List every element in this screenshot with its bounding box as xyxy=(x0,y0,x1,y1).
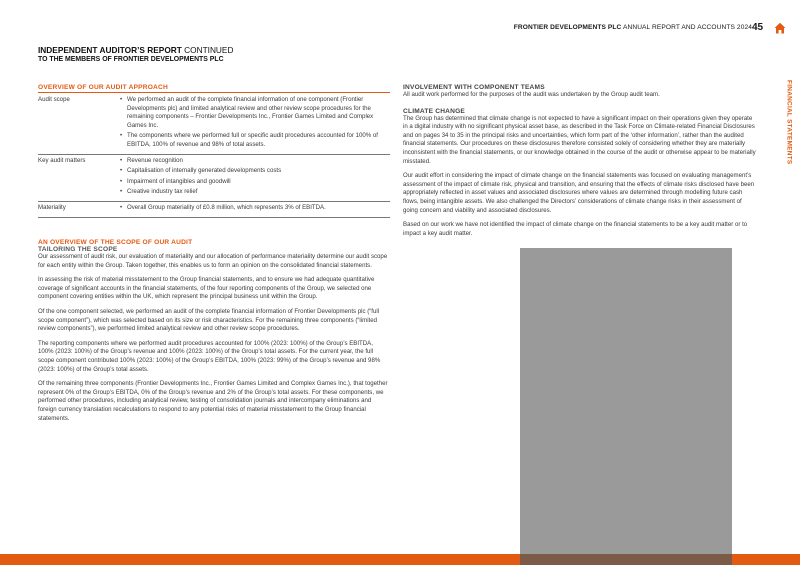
home-icon[interactable] xyxy=(774,22,786,34)
section-tab-label: FINANCIAL STATEMENTS xyxy=(785,80,793,165)
list-item: • Impairment of intangibles and goodwill xyxy=(118,178,390,187)
scope-paragraph: Our assessment of audit risk, our evaluation of materiality and our allocation of performance materiality determine our audit scope for each entity within the Group. Taken together, this enables us to form an opinion on the consolidated financial statements. xyxy=(38,253,388,269)
list-item: • Capitalisation of internally generated developments costs xyxy=(118,167,390,176)
scope-paragraph: Of the one component selected, we performed an audit of the complete financial information of Frontier Developments plc (“full scope component”), which was selected based on its size or risk characteristics. For the remaining three components (“limited review components”), we performed limited analytical review and other review scope procedures. xyxy=(38,307,380,333)
list-item: • We performed an audit of the complete financial information of one component (Frontier Developments plc) and limited analytical review and other review scope procedures for the remaining components – Frontier Developments Inc., Frontier Games Limited and Complex Games Inc. xyxy=(118,96,390,130)
table-row xyxy=(38,201,390,217)
footer-bar xyxy=(0,554,800,565)
scope-section xyxy=(38,239,390,423)
overview-table xyxy=(38,94,390,218)
climate-paragraph: Our audit effort in considering the impact of climate change on the financial statements was focused on evaluating management’s assessment of the impact of climate risk, physical and transition, and ensuring that the effects of climate risks disclosed have been appropriately reflected in asset values and associated disclosures where values are determined through modelling future cash flows, being intangible assets. We also challenged the Directors’ considerations of climate change risks in their assessment of going concern and viability and associated disclosures. xyxy=(403,172,755,214)
scope-heading: AN OVERVIEW OF THE SCOPE OF OUR AUDIT xyxy=(38,239,193,246)
page-number: 45 xyxy=(752,22,764,33)
report-name: ANNUAL REPORT AND ACCOUNTS 2024 xyxy=(622,24,752,31)
running-header xyxy=(514,24,752,31)
row-content xyxy=(118,201,390,217)
footer-overlay xyxy=(520,554,732,565)
table-row xyxy=(38,94,390,154)
title-main: INDEPENDENT AUDITOR’S REPORT xyxy=(38,45,182,55)
climate-paragraph: The Group has determined that climate change is not expected to have a significant impact on their operations given they operate in a digital industry with no significant physical asset base, as described in the Task Force on Climate-related Financial Disclosures and on pages 34 to 35 in the principal risks and uncertainties, which form part of the ‘other information’, rather than the audited financial statements. Our procedures on these disclosures therefore consisted solely of considering whether they are materially inconsistent with the financial statements, or our knowledge obtained in the course of the audit or otherwise appear to be materially misstated. xyxy=(403,114,756,165)
row-label: Materiality xyxy=(38,203,66,211)
title-continued: CONTINUED xyxy=(181,45,234,55)
list-item: • Revenue recognition xyxy=(118,157,390,166)
scope-paragraph: The reporting components where we performed audit procedures accounted for 100% (2023: 100%) of the Group’s EBITDA, 100% (2023: 100%) of the Group’s revenue and 100% (2023: 100%) of the Group’s total assets. For the current year, the full scope component contributed 100% (2023: 100%) of the Group’s EBITDA, 100% (2023: 99%) of the Group’s revenue and 98% (2023: 100%) of the Group’s total assets. xyxy=(38,339,381,373)
image-placeholder xyxy=(520,248,732,565)
list-item: • Creative industry tax relief xyxy=(118,188,390,197)
row-content xyxy=(118,94,390,154)
company-name: FRONTIER DEVELOPMENTS PLC xyxy=(513,24,622,31)
climate-paragraph: Based on our work we have not identified the impact of climate change on the financial statements to be a key audit matter or to impact a key audit matter. xyxy=(403,221,748,237)
scope-paragraph: Of the remaining three components (Frontier Developments Inc., Frontier Games Limited and Complex Games Inc.), that together represent 0% of the Group’s EBITDA, 0% of the Group’s revenue and 2% of the Group’s total assets. For these components, we performed other procedures, including analytical review, testing of consolidation journals and intercompany eliminations and foreign currency translation recalculations to respond to any potential risks of material misstatement to the Group financial statements. xyxy=(38,380,388,422)
overview-heading: OVERVIEW OF OUR AUDIT APPROACH xyxy=(38,84,390,93)
right-column xyxy=(403,84,758,238)
table-row xyxy=(38,154,390,201)
section-tab-financial-statements[interactable] xyxy=(783,80,795,175)
list-item: • The components where we performed full or specific audit procedures accounted for 100% of EBITDA, 100% of revenue and 98% of total assets. xyxy=(118,132,390,149)
involvement-text: All audit work performed for the purposes of the audit was undertaken by the Group audit team. xyxy=(403,91,660,98)
list-item: • Overall Group materiality of £0.8 million, which represents 3% of EBITDA. xyxy=(118,204,390,213)
climate-heading: CLIMATE CHANGE xyxy=(403,107,466,115)
involvement-heading: INVOLVEMENT WITH COMPONENT TEAMS xyxy=(403,84,545,91)
scope-subheading: TAILORING THE SCOPE xyxy=(38,246,118,253)
row-content xyxy=(118,154,390,201)
title-subline: TO THE MEMBERS OF FRONTIER DEVELOPMENTS PLC xyxy=(38,56,224,63)
scope-paragraph: In assessing the risk of material misstatement to the Group financial statements, and to ensure we had adequate quantitative coverage of significant accounts in the financial statements, of the four reporting components of the Group, we selected one component covering entities within the UK, which represent the principal business unit within the Group. xyxy=(38,276,375,301)
page-title xyxy=(38,45,233,65)
row-label: Key audit matters xyxy=(38,156,86,164)
row-label: Audit scope xyxy=(38,96,70,103)
